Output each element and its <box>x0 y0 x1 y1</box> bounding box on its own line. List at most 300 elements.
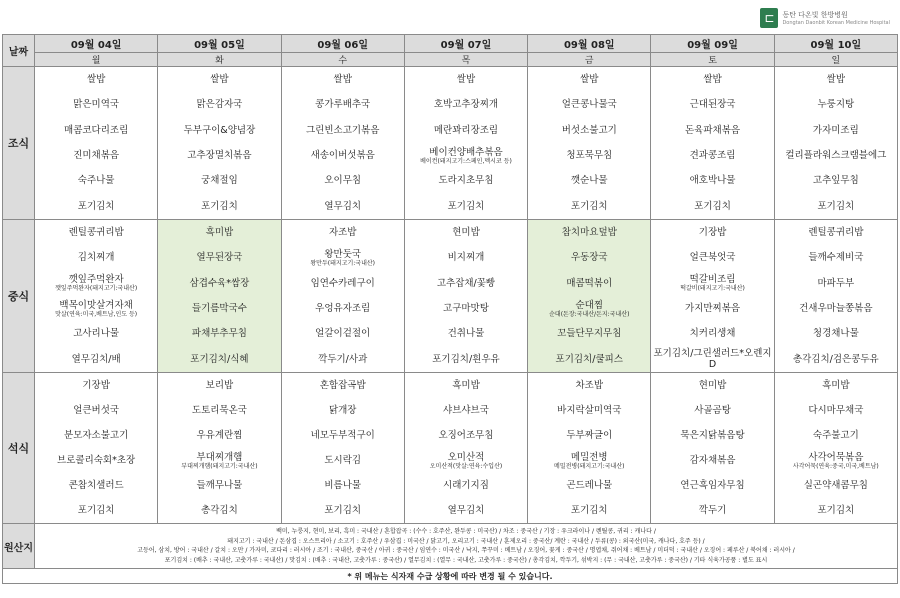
menu-item-origin-note: 오미산적(맛살:연육:수입산) <box>429 462 503 470</box>
menu-item <box>158 321 280 346</box>
menu-item-name: 견과콩조림 <box>689 150 736 162</box>
breakfast-cell <box>651 67 774 220</box>
menu-item-name: 현미밥 <box>452 227 480 239</box>
menu-item <box>528 423 650 448</box>
menu-item <box>282 373 404 398</box>
lunch-cell <box>528 220 651 373</box>
menu-item <box>35 67 157 92</box>
menu-item <box>775 398 897 423</box>
menu-item-name: 포기김치 <box>694 200 731 212</box>
breakfast-row <box>3 67 898 220</box>
menu-item-name: 치커리생채 <box>689 328 736 340</box>
menu-item-name: 포기김치 <box>447 200 485 212</box>
menu-item <box>35 296 157 321</box>
weekday-header-row <box>3 53 898 67</box>
menu-item <box>528 271 650 296</box>
menu-item <box>528 168 650 193</box>
menu-item <box>282 143 404 168</box>
menu-item-name: 비름나물 <box>324 480 362 491</box>
menu-item-origin-note: 메밀전병(돼지고기:국내산) <box>554 462 625 470</box>
menu-item <box>528 245 650 270</box>
menu-item-name: 컬리플라워스크램블에그 <box>785 150 887 162</box>
menu-item-name: 실곤약새콤무침 <box>803 480 868 491</box>
menu-item-name: 도시락김 <box>324 455 362 466</box>
menu-item <box>528 398 650 423</box>
menu-item-list <box>158 67 280 219</box>
menu-item <box>35 245 157 270</box>
lunch-cell <box>651 220 774 373</box>
menu-item-name: 닭개장 <box>328 405 357 416</box>
menu-item-name: 고추잡채/꽃빵 <box>436 277 496 289</box>
menu-item <box>405 296 527 321</box>
menu-item-list <box>651 373 773 523</box>
menu-item <box>282 347 404 372</box>
menu-item <box>405 245 527 270</box>
menu-item <box>158 448 280 473</box>
menu-item-list <box>651 67 773 219</box>
menu-item-name: 포기김치/쿨피스 <box>555 353 623 365</box>
menu-item-origin-note: 떡갈비(돼지고기:국내산) <box>680 285 745 293</box>
weekday-header-4: 금 <box>528 53 651 67</box>
menu-item-name: 꼬들단무지무침 <box>557 328 622 340</box>
menu-item-name: 임연수카레구이 <box>310 277 375 289</box>
menu-item-name: 묵은지닭볶음탕 <box>680 430 745 441</box>
menu-item-name: 청경채나물 <box>812 328 859 340</box>
menu-item-name: 열무김치 <box>324 200 362 212</box>
menu-item-origin-note: 맛살(연육:미국,베트남,인도 등) <box>55 310 138 318</box>
menu-item-name: 메란꽈리장조림 <box>433 124 499 136</box>
menu-item <box>528 473 650 498</box>
origin-line: 포기김치 : (배추 : 국내산, 고춧가루 : 국내산) / 맛김치 : (배추 : 국내산, 고춧가루 : 중국산) / 열무김치 : (열무 : 국내산, 고춧가루 : 중국산) / 총각김치, 깍두기, 섞박지 : (무 : 국내산, 고춧가루 : 중국산) / 기타 식육가공품 : 별도 표시 <box>164 556 768 564</box>
menu-item-name: 사각어묵볶음 <box>808 451 864 463</box>
menu-item <box>651 143 773 168</box>
dinner-cell <box>774 373 897 524</box>
menu-item-name: 진미채볶음 <box>73 150 120 162</box>
menu-item <box>282 118 404 143</box>
menu-item-name: 도토리묵온국 <box>191 405 247 416</box>
menu-item <box>651 321 773 346</box>
menu-item <box>158 245 280 270</box>
menu-item-name: 혼합잡곡밥 <box>319 380 366 391</box>
hospital-logo <box>760 6 890 30</box>
menu-item-name: 쌀밥 <box>210 74 229 86</box>
menu-item-name: 시래기지짐 <box>443 480 489 491</box>
menu-item-name: 쌀밥 <box>456 74 476 86</box>
origin-row <box>3 524 898 569</box>
menu-item <box>282 92 404 117</box>
menu-item-name: 포기김치 <box>77 200 115 212</box>
menu-item-list <box>282 373 404 523</box>
menu-item-name: 고추장멸치볶음 <box>187 150 252 162</box>
menu-item <box>651 220 773 245</box>
menu-item <box>282 296 404 321</box>
menu-item-name: 쌀밥 <box>826 74 846 86</box>
menu-item <box>158 498 280 523</box>
menu-item-list <box>405 220 527 372</box>
menu-item-name: 새송이버섯볶음 <box>310 150 375 162</box>
menu-item <box>405 373 527 398</box>
menu-item <box>651 67 773 92</box>
menu-item <box>775 118 897 143</box>
menu-item <box>35 168 157 193</box>
breakfast-cell <box>281 67 404 220</box>
menu-item <box>651 168 773 193</box>
menu-item-name: 비지찌개 <box>447 252 485 264</box>
menu-item <box>405 498 527 523</box>
menu-item <box>775 143 897 168</box>
menu-item <box>158 92 280 117</box>
menu-item <box>775 245 897 270</box>
menu-item-name: 쌀밥 <box>333 74 352 86</box>
menu-item-name: 샤브샤브국 <box>443 405 489 416</box>
menu-item-name: 메밀전병 <box>570 451 608 463</box>
menu-item <box>528 67 650 92</box>
menu-item-list <box>282 67 404 219</box>
menu-item <box>528 296 650 321</box>
menu-item-name: 숙주나물 <box>77 175 115 187</box>
menu-item-name: 포기김치 <box>201 200 238 212</box>
menu-item <box>35 118 157 143</box>
menu-item-name: 다시마무채국 <box>808 405 864 416</box>
weekday-header-5: 토 <box>651 53 774 67</box>
menu-item-name: 흑미밥 <box>452 380 480 391</box>
menu-item <box>528 92 650 117</box>
menu-item <box>775 373 897 398</box>
menu-item-name: 숙주불고기 <box>812 430 859 441</box>
menu-item <box>158 143 280 168</box>
menu-item-name: 우엉유자조림 <box>315 303 371 315</box>
menu-item-name: 감자채볶음 <box>689 455 736 466</box>
menu-item-list <box>528 67 650 219</box>
menu-item-name: 포기김치 <box>817 505 855 516</box>
menu-item <box>35 194 157 219</box>
menu-item-name: 포기김치 <box>570 505 608 516</box>
breakfast-label: 조식 <box>3 67 35 220</box>
menu-item <box>775 498 897 523</box>
dinner-cell <box>404 373 527 524</box>
menu-item <box>158 220 280 245</box>
menu-item-name: 가지만찌볶음 <box>685 303 741 315</box>
menu-item <box>282 245 404 270</box>
menu-item <box>35 398 157 423</box>
menu-item <box>651 194 773 219</box>
hospital-name: 동탄 다온빛 한방병원 <box>782 10 848 19</box>
menu-item <box>651 271 773 296</box>
menu-item <box>651 473 773 498</box>
menu-item-name: 흑미밥 <box>205 227 234 239</box>
origin-info <box>35 524 898 569</box>
origin-line: 돼지고기 : 국내산 / 돈삼겹 : 오스트리아 / 소고기 : 호주산 / 우삼겹 : 미국산 / 닭고기, 오리고기 : 국내산 / 훈제오리 : 중국산/ 계란 : 국내산 / 두류(콩) : 외국산(미국, 캐나다, 호주 등) / <box>227 537 705 545</box>
menu-item-list <box>405 67 527 219</box>
menu-item-name: 오미산적 <box>447 451 485 463</box>
menu-item-list <box>35 67 157 219</box>
menu-item <box>405 423 527 448</box>
menu-item-name: 기장밥 <box>82 380 110 391</box>
dinner-cell <box>528 373 651 524</box>
menu-item-name: 깻순나물 <box>570 175 608 187</box>
notice-row <box>3 569 898 584</box>
breakfast-cell <box>774 67 897 220</box>
menu-item <box>282 321 404 346</box>
lunch-row <box>3 220 898 373</box>
menu-item-name: 포기김치/식혜 <box>190 353 249 365</box>
menu-item <box>528 373 650 398</box>
menu-item-name: 열무된장국 <box>196 252 243 264</box>
menu-item-name: 포기김치/그린샐러드*오렌지D <box>653 348 772 371</box>
hospital-subtitle: Dongtan Daonbit Korean Medicine Hospital <box>782 19 890 26</box>
menu-item-name: 분모자소불고기 <box>64 430 129 441</box>
menu-item <box>775 296 897 321</box>
date-header-0: 09월 04일 <box>35 35 158 53</box>
menu-item <box>528 321 650 346</box>
menu-item <box>651 347 773 372</box>
date-header-1: 09월 05일 <box>158 35 281 53</box>
menu-item <box>528 220 650 245</box>
menu-item-list <box>528 373 650 523</box>
menu-item <box>405 67 527 92</box>
menu-item-name: 맑은미역국 <box>73 99 120 111</box>
menu-item-name: 도라지초무침 <box>438 175 494 187</box>
menu-item <box>35 473 157 498</box>
menu-item <box>528 498 650 523</box>
weekday-header-2: 수 <box>281 53 404 67</box>
menu-item-name: 떡갈비조림 <box>689 274 736 286</box>
menu-item <box>35 498 157 523</box>
dinner-cell <box>35 373 158 524</box>
menu-item <box>35 220 157 245</box>
menu-item-name: 바지락살미역국 <box>557 405 622 416</box>
menu-item-name: 콘참치샐러드 <box>68 480 124 491</box>
menu-item <box>405 321 527 346</box>
menu-item-name: 사골곰탕 <box>694 405 731 416</box>
menu-item <box>158 296 280 321</box>
menu-item-name: 곤드레나물 <box>566 480 613 491</box>
menu-item-origin-note: 사각어묵(연육:중국,미국,베트남) <box>792 462 879 470</box>
menu-item <box>282 271 404 296</box>
menu-item-name: 연근흑임자무침 <box>680 480 745 491</box>
menu-item-name: 버섯소불고기 <box>561 124 617 136</box>
menu-item-name: 궁채절임 <box>201 175 238 187</box>
menu-item-origin-note: 왕만두(돼지고기:국내산) <box>310 259 376 267</box>
date-header-row <box>3 35 898 53</box>
menu-item <box>35 143 157 168</box>
menu-item-name: 포기김치 <box>324 505 362 516</box>
weekday-header-0: 월 <box>35 53 158 67</box>
menu-item-name: 오이무침 <box>324 175 362 187</box>
menu-item-list <box>282 220 404 372</box>
menu-item-name: 브로콜리숙회*초장 <box>57 455 136 466</box>
menu-item <box>158 373 280 398</box>
menu-item <box>158 271 280 296</box>
menu-item <box>405 92 527 117</box>
menu-item-name: 흑미밥 <box>822 380 850 391</box>
menu-item-name: 가자미조림 <box>812 124 859 136</box>
menu-item <box>282 473 404 498</box>
menu-item-list <box>651 220 773 372</box>
menu-item-list <box>405 373 527 523</box>
menu-item-name: 우유계란찜 <box>196 430 243 441</box>
menu-item-name: 쌀밥 <box>580 74 599 86</box>
menu-item <box>158 347 280 372</box>
menu-item-name: 들깨무나물 <box>196 480 243 491</box>
menu-item-name: 백목이맛살겨자채 <box>59 299 133 311</box>
menu-item <box>651 92 773 117</box>
date-column-label: 날짜 <box>3 35 35 67</box>
menu-item-name: 열무김치/배 <box>71 353 121 365</box>
menu-item-name: 차조밥 <box>575 380 604 391</box>
menu-item <box>405 143 527 168</box>
menu-item <box>158 423 280 448</box>
menu-item <box>775 168 897 193</box>
lunch-cell <box>281 220 404 373</box>
dinner-cell <box>651 373 774 524</box>
menu-item-name: 삼겹수육*쌈장 <box>189 277 250 289</box>
menu-item <box>282 498 404 523</box>
menu-item <box>35 347 157 372</box>
menu-item <box>282 168 404 193</box>
dinner-cell <box>158 373 281 524</box>
menu-item-name: 콩가루배추국 <box>315 99 371 111</box>
menu-item-name: 참치마요덮밥 <box>561 227 617 239</box>
menu-item-name: 순대찜 <box>575 299 604 311</box>
origin-line: 백미, 누룽지, 현미, 보리, 흑미 : 국내산 / 혼합잡곡 : (수수 : 호주산, 완두콩 : 미국산) / 차조 : 중국산 / 기장 : 우크라이나 / 렌틸콩, 귀리 : 캐나다 / <box>276 528 656 535</box>
menu-item-list <box>775 373 897 523</box>
menu-item <box>651 448 773 473</box>
menu-item <box>405 347 527 372</box>
menu-item <box>158 398 280 423</box>
menu-item <box>528 347 650 372</box>
menu-item <box>405 194 527 219</box>
menu-item <box>651 245 773 270</box>
menu-item-name: 매콤떡볶이 <box>566 277 613 289</box>
menu-item-name: 왕만둣국 <box>324 248 362 260</box>
menu-item-name: 파채부추무침 <box>191 328 247 340</box>
menu-item-name: 청포묵무침 <box>566 150 613 162</box>
menu-item <box>528 143 650 168</box>
menu-item-origin-note: 순대(돈장:국내산/돈지:국내산) <box>549 310 630 318</box>
menu-item-list <box>158 373 280 523</box>
menu-item-name: 열무김치 <box>447 505 485 516</box>
menu-item-name: 매콤코다리조림 <box>64 124 129 136</box>
breakfast-cell <box>404 67 527 220</box>
menu-item-list <box>35 220 157 372</box>
menu-item-name: 애호박나물 <box>689 175 736 187</box>
menu-item <box>158 67 280 92</box>
menu-item-name: 근대된장국 <box>689 99 736 111</box>
menu-item <box>282 398 404 423</box>
menu-item-list <box>35 373 157 523</box>
menu-item <box>651 398 773 423</box>
weekday-header-3: 목 <box>404 53 527 67</box>
weekly-meal-table <box>2 34 898 584</box>
menu-item-name: 포기김치/흰우유 <box>432 353 500 365</box>
menu-item-name: 들기름막국수 <box>191 303 247 315</box>
menu-item <box>35 448 157 473</box>
menu-item <box>528 194 650 219</box>
menu-item-name: 현미밥 <box>698 380 727 391</box>
menu-item-origin-note: 베이컨(돼지고기:스페인,멕시코 등) <box>420 157 512 165</box>
menu-item <box>158 168 280 193</box>
menu-item <box>405 473 527 498</box>
lunch-cell <box>774 220 897 373</box>
menu-item-name: 총각김치 <box>201 505 238 516</box>
weekday-header-6: 일 <box>774 53 897 67</box>
menu-item <box>282 194 404 219</box>
lunch-cell <box>158 220 281 373</box>
menu-item <box>775 321 897 346</box>
menu-item <box>282 67 404 92</box>
menu-item-name: 깍두기/사과 <box>318 353 368 365</box>
menu-item-name: 네모두부적구이 <box>310 430 375 441</box>
menu-item-origin-note: 깻잎주먹완자(돼지고기:국내산) <box>55 285 138 293</box>
menu-item-name: 들깨수제비국 <box>808 252 864 264</box>
breakfast-cell <box>35 67 158 220</box>
menu-item-name: 깍두기 <box>698 505 727 516</box>
lunch-label: 중식 <box>3 220 35 373</box>
menu-item-name: 고구마맛탕 <box>443 303 489 315</box>
menu-item <box>405 168 527 193</box>
menu-item-name: 포기김치 <box>570 200 608 212</box>
menu-item <box>282 423 404 448</box>
menu-item-name: 두부구이&양념장 <box>183 124 256 136</box>
menu-item <box>35 271 157 296</box>
menu-item <box>775 194 897 219</box>
menu-item <box>651 296 773 321</box>
menu-item-name: 맑은감자국 <box>196 99 243 111</box>
menu-item-name: 렌틸콩귀리밥 <box>808 227 864 239</box>
hospital-logo-icon: ⊏ <box>760 8 778 28</box>
menu-item <box>158 194 280 219</box>
dinner-row <box>3 373 898 524</box>
date-header-5: 09월 09일 <box>651 35 774 53</box>
menu-item-name: 베이컨양배추볶음 <box>429 146 503 158</box>
menu-item-name: 그린빈소고기볶음 <box>305 124 380 136</box>
menu-item <box>528 118 650 143</box>
date-header-3: 09월 07일 <box>404 35 527 53</box>
lunch-cell <box>35 220 158 373</box>
menu-item <box>405 448 527 473</box>
menu-item <box>35 321 157 346</box>
date-header-6: 09월 10일 <box>774 35 897 53</box>
menu-item-name: 쌀밥 <box>86 74 106 86</box>
menu-item <box>775 423 897 448</box>
menu-item <box>405 118 527 143</box>
menu-item <box>775 448 897 473</box>
menu-item <box>651 423 773 448</box>
menu-item <box>775 92 897 117</box>
menu-item <box>35 92 157 117</box>
menu-item-name: 오징어조무침 <box>438 430 494 441</box>
menu-item-name: 얼큰버섯국 <box>73 405 120 416</box>
menu-item-name: 렌틸콩귀리밥 <box>68 227 124 239</box>
dinner-label: 석식 <box>3 373 35 524</box>
menu-item-name: 얼큰북엇국 <box>689 252 736 264</box>
menu-item-name: 김치찌개 <box>77 252 115 264</box>
breakfast-cell <box>158 67 281 220</box>
menu-item-list <box>775 67 897 219</box>
menu-item-origin-note: 부대찌개햄(돼지고기:국내산) <box>181 462 258 470</box>
menu-item <box>651 118 773 143</box>
menu-item-list <box>528 220 650 372</box>
menu-item <box>158 118 280 143</box>
menu-item <box>775 220 897 245</box>
date-header-2: 09월 06일 <box>281 35 404 53</box>
weekday-header-1: 화 <box>158 53 281 67</box>
lunch-cell <box>404 220 527 373</box>
menu-item-name: 건새우마늘쫑볶음 <box>799 303 873 315</box>
menu-item <box>651 498 773 523</box>
menu-item-name: 마파두부 <box>817 277 855 289</box>
